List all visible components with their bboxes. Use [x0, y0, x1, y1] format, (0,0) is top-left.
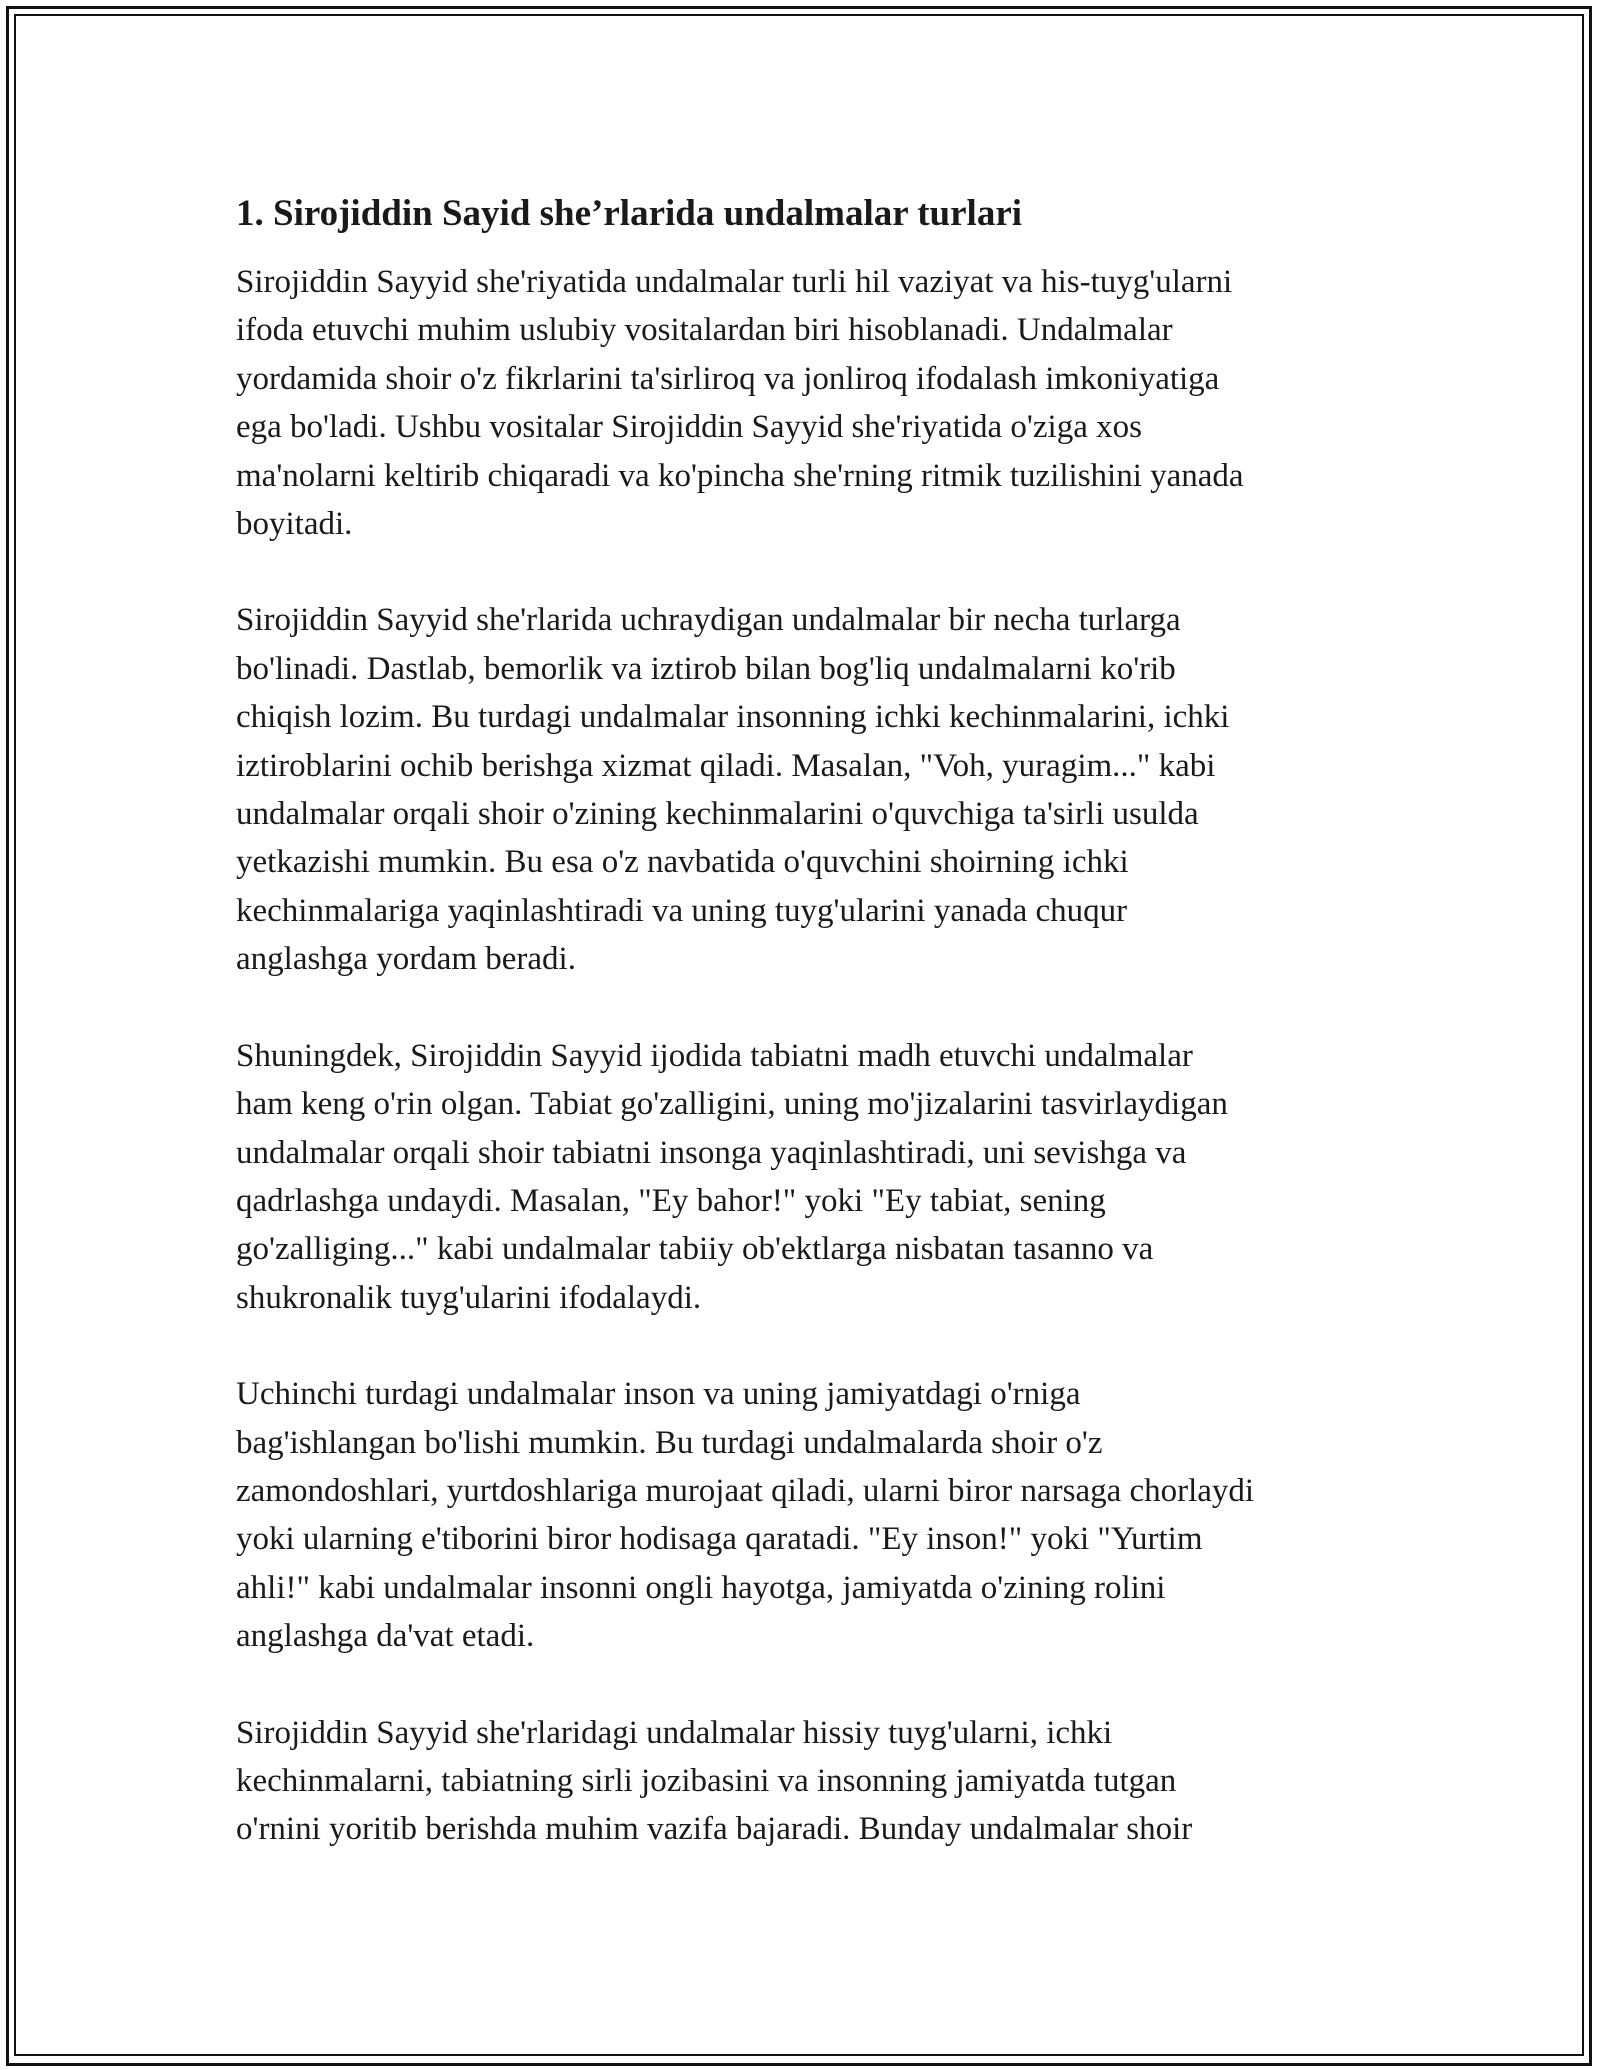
- text-line: Shuningdek, Sirojiddin Sayyid ijodida tabiatni madh etuvchi undalmalar: [236, 1037, 1193, 1074]
- text-line: Sirojiddin Sayyid she'rlaridagi undalmalar hissiy tuyg'ularni, ichki: [236, 1714, 1113, 1751]
- paragraph-list: [236, 258, 1386, 1854]
- text-line: bag'ishlangan bo'lishi mumkin. Bu turdagi undalmalarda shoir o'z: [236, 1424, 1103, 1461]
- text-line: Sirojiddin Sayyid she'rlarida uchraydigan undalmalar bir necha turlarga: [236, 602, 1181, 639]
- text-line: yoki ularning e'tiborini biror hodisaga qaratadi. "Ey inson!" yoki "Yurtim: [236, 1521, 1203, 1558]
- paragraph: [236, 258, 1386, 548]
- text-line: kechinmalarni, tabiatning sirli jozibasini va insonning jamiyatda tutgan: [236, 1762, 1177, 1799]
- text-line: ma'nolarni keltirib chiqaradi va ko'pincha she'rning ritmik tuzilishini yanada: [236, 457, 1244, 494]
- paragraph: [236, 1709, 1386, 1854]
- text-line: ifoda etuvchi muhim uslubiy vositalardan biri hisoblanadi. Undalmalar: [236, 312, 1173, 349]
- text-line: undalmalar orqali shoir o'zining kechinmalarini o'quvchiga ta'sirli usulda: [236, 796, 1199, 833]
- paragraph: [236, 596, 1386, 983]
- text-line: Sirojiddin Sayyid she'riyatida undalmalar turli hil vaziyat va his-tuyg'ularni: [236, 264, 1233, 300]
- section-heading: 1. Sirojiddin Sayid she’rlarida undalmalar turlari: [236, 193, 1023, 234]
- document-body: [236, 188, 1386, 1854]
- text-line: chiqish lozim. Bu turdagi undalmalar insonning ichki kechinmalarini, ichki: [236, 699, 1230, 736]
- text-line: qadrlashga undaydi. Masalan, "Ey bahor!" yoki "Ey tabiat, sening: [236, 1182, 1106, 1219]
- text-line: bo'linadi. Dastlab, bemorlik va iztirob bilan bog'liq undalmalarni ko'rib: [236, 650, 1176, 687]
- text-line: shukronalik tuyg'ularini ifodalaydi.: [236, 1279, 702, 1316]
- text-line: boyitadi.: [236, 506, 353, 543]
- text-line: yetkazishi mumkin. Bu esa o'z navbatida o'quvchini shoirning ichki: [236, 844, 1129, 881]
- text-line: iztiroblarini ochib berishga xizmat qiladi. Masalan, "Voh, yuragim..." kabi: [236, 747, 1216, 784]
- paragraph: [236, 1370, 1386, 1660]
- text-line: Uchinchi turdagi undalmalar inson va uning jamiyatdagi o'rniga: [236, 1376, 1081, 1413]
- text-line: anglashga yordam beradi.: [236, 941, 576, 978]
- text-line: o'rnini yoritib berishda muhim vazifa bajaradi. Bunday undalmalar shoir: [236, 1811, 1193, 1848]
- text-line: kechinmalariga yaqinlashtiradi va uning tuyg'ularini yanada chuqur: [236, 892, 1128, 929]
- text-line: zamondoshlari, yurtdoshlariga murojaat qiladi, ularni biror narsaga chorlaydi: [236, 1472, 1255, 1509]
- text-line: undalmalar orqali shoir tabiatni insonga yaqinlashtiradi, uni sevishga va: [236, 1134, 1187, 1171]
- text-line: ahli!" kabi undalmalar insonni ongli hayotga, jamiyatda o'zining rolini: [236, 1569, 1166, 1606]
- text-line: anglashga da'vat etadi.: [236, 1618, 535, 1655]
- text-line: ham keng o'rin olgan. Tabiat go'zalligini, uning mo'jizalarini tasvirlaydigan: [236, 1086, 1228, 1123]
- text-line: go'zalliging..." kabi undalmalar tabiiy ob'ektlarga nisbatan tasanno va: [236, 1231, 1154, 1268]
- paragraph: [236, 1032, 1386, 1322]
- text-line: ega bo'ladi. Ushbu vositalar Sirojiddin Sayyid she'riyatida o'ziga xos: [236, 409, 1142, 446]
- text-line: yordamida shoir o'z fikrlarini ta'sirliroq va jonliroq ifodalash imkoniyatiga: [236, 360, 1220, 397]
